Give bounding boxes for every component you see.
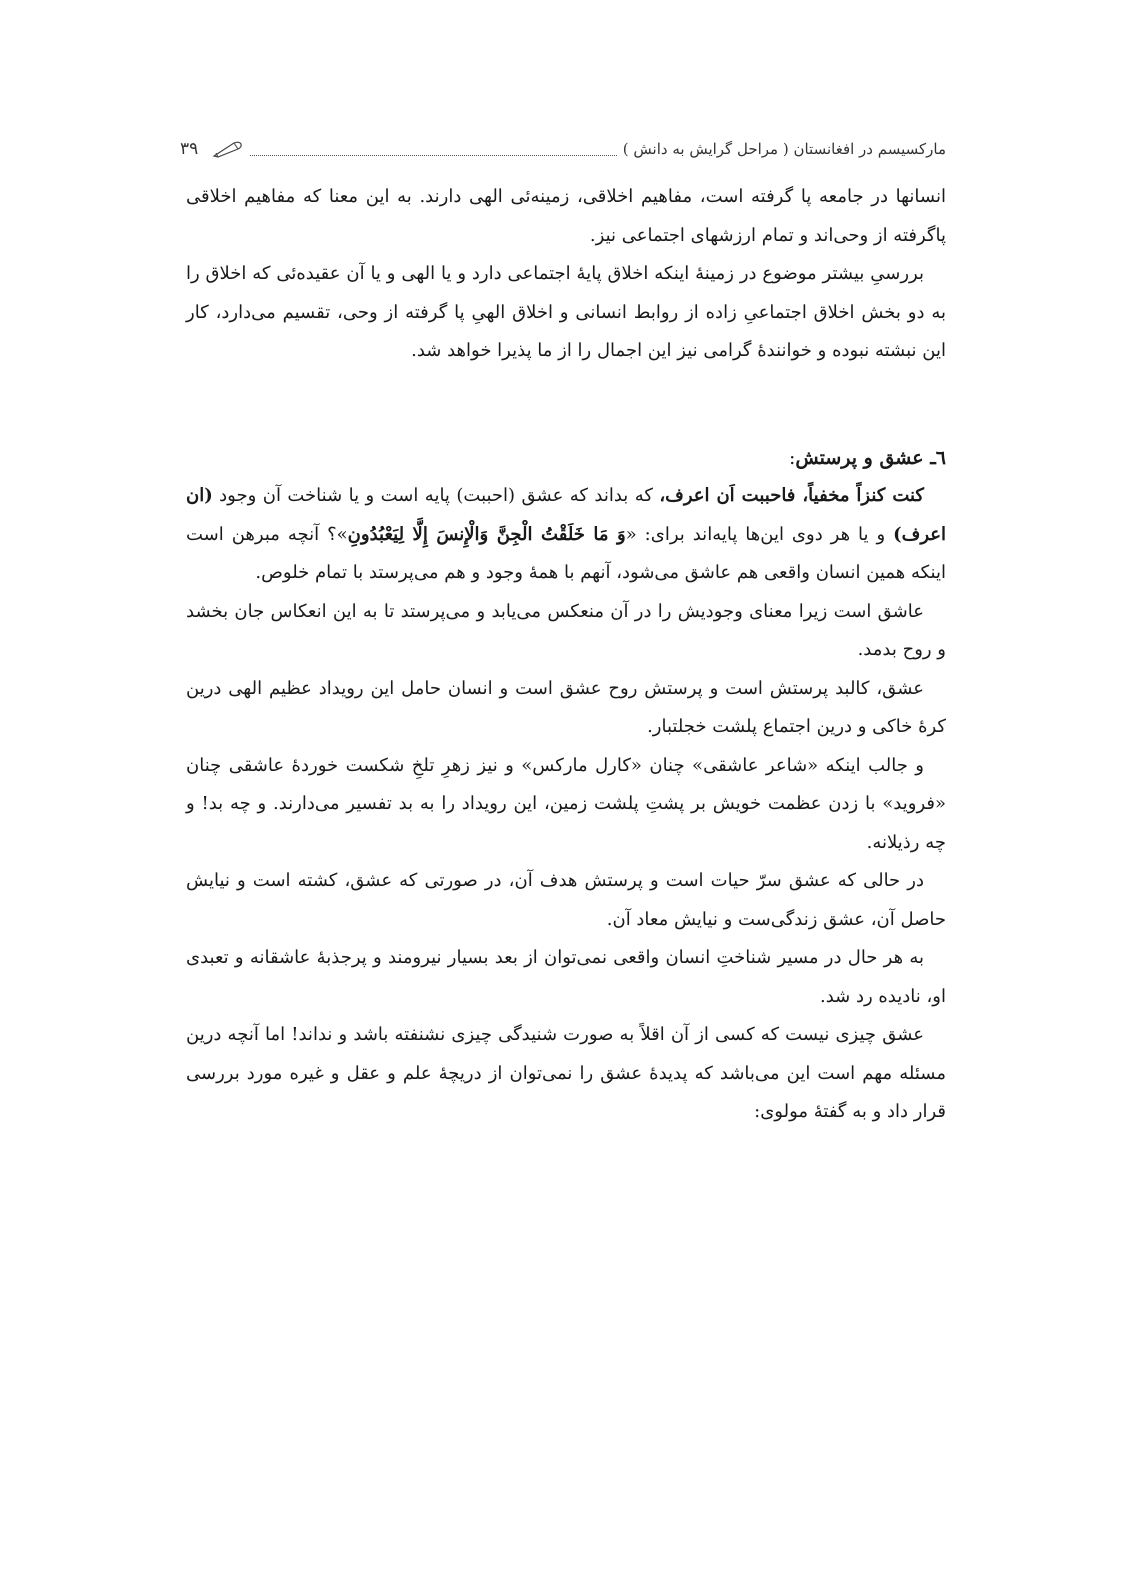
section-gap — [186, 371, 946, 439]
quran-verse: وَ مَا خَلَقْتُ الْجِنَّ وَالْإِنسَ إِلَّا لِيَعْبُدُونِ — [347, 523, 626, 545]
paragraph-text: »؟ آنچه مبرهن است اینکه همین انسان واقعی هم عاشق می‌شود، آنهم با همهٔ وجود و هم می‌پرستد با تمام خلوص. — [186, 523, 946, 583]
section-heading — [186, 439, 946, 478]
pen-nib-icon — [212, 140, 244, 158]
running-title: مارکسیسم در افغانستان ( مراحل گرایش به دانش ) — [622, 140, 946, 158]
paragraph: و جالب اینکه «شاعر عاشقی» چنان «کارل مارکس» و نیز زهرِ تلخِ شکست خوردهٔ عاشقی چنان «فروید» با زدن عظمت خویش بر پشتِ پلشت زمین، این رویداد را به بد تفسیر می‌دارند. و چه بد! و چه رذیلانه. — [186, 754, 946, 853]
paragraph: بررسیِ بیشتر موضوع در زمینهٔ اینکه اخلاق پایهٔ اجتماعی دارد و یا الهی و یا آن عقیده‌ئی که اخلاق را به دو بخش اخلاق اجتماعیِ زاده از روابط انسانی و اخلاق الهیِ پا گرفته از وحی، تقسیم می‌دارد، کار این نبشته نبوده و خوانندهٔ گرامی نیز این اجمال را از ما پذیرا خواهد شد. — [186, 263, 946, 361]
page-header — [180, 134, 946, 164]
paragraph: انسانها در جامعه پا گرفته است، مفاهیم اخلاقی، زمینه‌ئی الهی دارند. به این معنا که مفاهیم اخلاقی پاگرفته از وحی‌اند و تمام ارزشهای اجتماعی نیز. — [186, 186, 946, 246]
paragraph: در حالی که عشق سرّ حیات است و پرستش هدف آن، در صورتی که عشق، کشته است و نیایش حاصل آن، عشق زندگی‌ست و نیایش معاد آن. — [186, 870, 946, 930]
paragraph: به هر حال در مسیر شناختِ انسان واقعی نمی‌توان از بعد بسیار نیرومند و پرجذبهٔ عاشقانه و تعبدی او، نادیده رد شد. — [186, 947, 946, 1007]
page-number: ۳۹ — [180, 139, 199, 159]
paragraph: عشق چیزی نیست که کسی از آن اقلاً به صورت شنیدگی چیزی نشنفته باشد و نداند! اما آنچه درین مسئله مهم است این می‌باشد که پدیدهٔ عشق را نمی‌توان از دریچهٔ علم و عقل و غیره مورد بررسی قرار داد و به گفتهٔ مولوی: — [186, 1024, 946, 1122]
paragraph-text: و یا هر دوی این‌ها پایه‌اند برای: « — [625, 523, 894, 545]
leader-dots — [250, 155, 617, 156]
paragraph: عشق، کالبد پرستش است و پرستش روح عشق است و انسان حامل این رویداد عظیم الهی درین کرهٔ خاکی و درین اجتماع پلشت خجلتبار. — [186, 677, 946, 737]
paragraph — [186, 477, 946, 593]
body-text — [186, 178, 946, 1132]
paragraph: عاشق است زیرا معنای وجودیش را در آن منعکس می‌یابد و می‌پرستد تا به این انعکاس جان بخشد و روح بدمد. — [186, 600, 946, 660]
section-heading-text: ٦ـ عشق و پرستش — [795, 446, 946, 469]
hadith-quote: کنت کنزاً مخفیاً، فاحببت اَن اعرف، — [659, 485, 925, 506]
paragraph-text: که بداند که عشق (احببت) پایه است و یا شناخت آن وجود — [212, 485, 660, 506]
section-heading-colon: : — [789, 446, 796, 469]
hadith-phrase: (ان اعرف) — [186, 485, 947, 545]
